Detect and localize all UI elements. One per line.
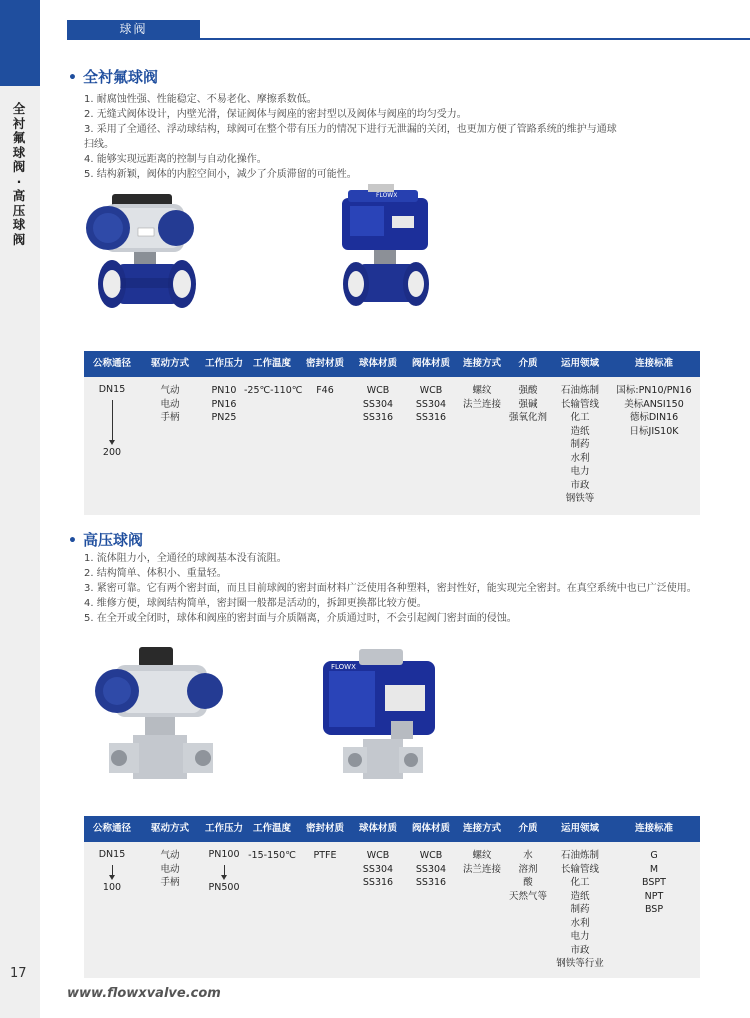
fields-cell (549, 849, 611, 971)
sidebar-vertical-title (8, 102, 30, 247)
standards-cell-line: BSPT (642, 877, 666, 888)
feature-item: 4. 维修方便，球阀结构简单，密封圈一般都是活动的，拆卸更换都比较方便。 (84, 598, 427, 609)
medium-cell-line: 酸 (523, 877, 533, 888)
temperature-cell (244, 384, 303, 398)
sidebar-title-char: 氟 (12, 130, 26, 145)
drive-cell-line: 手柄 (160, 412, 180, 423)
fields-cell-line: 市政 (570, 479, 590, 491)
connection-cell (456, 849, 508, 876)
pressure-cell-line: PN10 (211, 385, 237, 396)
dn-range-arrow-tip-icon (109, 440, 115, 445)
column-header: 密封材质 (305, 823, 344, 834)
section-title-text: 全衬氟球阀 (82, 68, 158, 86)
feature-item: 3. 紧密可靠。它有两个密封面，而且目前球阀的密封面材料广泛使用各种塑料，密封性好，能实现完全密封。在真空系统中也已广泛使用。 (84, 583, 697, 594)
column-header: 公称通径 (92, 823, 131, 834)
drive-cell (140, 384, 200, 425)
sidebar-accent-block (0, 0, 40, 86)
seal-cell (302, 384, 348, 398)
column-header: 连接方式 (462, 823, 501, 834)
spec-table-section1 (84, 351, 700, 515)
fields-cell-line: 水利 (570, 917, 590, 929)
seal-cell (302, 849, 348, 863)
bullet-icon: • (68, 533, 77, 549)
column-header: 工作温度 (252, 358, 291, 369)
sidebar-title-char: · (16, 173, 22, 189)
page-number: 17 (10, 966, 27, 981)
electric-high-pressure-ball-valve-photo (315, 645, 445, 795)
column-header: 公称通径 (92, 358, 131, 369)
dn-range-arrow-tip-icon (109, 875, 115, 880)
standards-cell (606, 384, 702, 438)
column-header: 驱动方式 (150, 823, 189, 834)
connection-cell-line: 螺纹 (472, 850, 492, 861)
ball-material-cell-line: SS316 (362, 877, 394, 888)
medium-cell-line: 强酸 (518, 385, 538, 396)
fields-cell-line: 市政 (570, 944, 590, 956)
fields-cell-line: 长输管线 (560, 398, 599, 410)
column-header: 连接标准 (634, 358, 673, 369)
medium-cell-line: 强碱 (518, 398, 538, 410)
spec-table-section2 (84, 816, 700, 978)
fields-cell-line: 制药 (570, 904, 590, 915)
standards-cell-line: M (649, 863, 659, 875)
dn-range-end: 100 (102, 882, 122, 893)
column-header: 连接方式 (462, 358, 501, 369)
feature-item: 1. 流体阻力小，全通径的球阀基本没有流阻。 (84, 553, 287, 564)
medium-cell-line: 强氧化剂 (508, 412, 547, 423)
column-header: 工作压力 (204, 823, 243, 834)
fields-cell-line: 电力 (570, 466, 590, 477)
feature-item: 1. 耐腐蚀性强、性能稳定、不易老化、摩擦系数低。 (84, 94, 317, 105)
body-material-cell-line: SS304 (415, 398, 447, 410)
column-header: 介质 (518, 358, 538, 369)
body-material-cell-line: SS316 (415, 412, 447, 423)
category-tab: 球阀 (67, 20, 200, 38)
ball-material-cell-line: SS304 (362, 863, 394, 875)
fields-cell-line: 石油炼制 (560, 385, 599, 396)
fields-cell (549, 384, 611, 506)
pressure-cell-line: PN16 (211, 398, 237, 410)
column-header: 运用领域 (560, 358, 599, 369)
feature-item: 2. 结构简单、体积小、重量轻。 (84, 568, 227, 579)
left-sidebar (0, 0, 40, 1018)
feature-item: 5. 结构新颖，阀体的内腔空间小，减少了介质滞留的可能性。 (84, 169, 357, 180)
column-header: 运用领域 (560, 823, 599, 834)
spec-table-header (84, 816, 700, 842)
ball-material-cell-line: SS304 (362, 398, 394, 410)
column-header: 驱动方式 (150, 358, 189, 369)
sidebar-title-char: 阀 (12, 231, 26, 247)
header-divider (67, 38, 750, 40)
feature-item: 3. 采用了全通径、浮动球结构，球阀可在整个带有压力的情况下进行无泄漏的关闭，也更加方便了管路系统的维护与通球 (84, 124, 617, 135)
dn-range-end: 200 (102, 447, 122, 458)
fields-cell-line: 造纸 (570, 425, 590, 437)
pneumatic-ptfe-ball-valve-photo (82, 184, 202, 324)
drive-cell-line: 气动 (160, 385, 180, 396)
fields-cell-line: 电力 (570, 931, 590, 942)
dn-range-start: DN15 (98, 849, 126, 860)
column-header: 工作压力 (204, 358, 243, 369)
column-header: 球体材质 (358, 358, 397, 369)
drive-cell-line: 手柄 (160, 877, 180, 888)
flowx-logo-text: FLOWX (331, 663, 356, 671)
standards-cell-line: BSP (644, 904, 664, 915)
sidebar-title-char: 压 (12, 202, 26, 218)
body-material-cell-line: WCB (419, 385, 443, 396)
connection-cell-line: 法兰连接 (462, 398, 501, 410)
standards-cell (606, 849, 702, 917)
medium-cell-line: 溶剂 (518, 863, 538, 875)
fields-cell-line: 石油炼制 (560, 850, 599, 861)
footer-website: www.flowxvalve.com (67, 986, 221, 1001)
sidebar-title-char: 球 (12, 217, 26, 232)
standards-cell-line: G (650, 850, 658, 861)
spec-table-header (84, 351, 700, 377)
medium-cell (504, 849, 552, 903)
seal-cell-line: PTFE (313, 850, 337, 861)
column-header: 连接标准 (634, 823, 673, 834)
pressure-cell-line: PN25 (211, 412, 237, 423)
ball-material-cell-line: WCB (366, 850, 390, 861)
section-title-text: 高压球阀 (82, 531, 143, 549)
fields-cell-line: 长输管线 (560, 863, 599, 875)
feature-item: 4. 能够实现远距离的控制与自动化操作。 (84, 154, 267, 165)
sidebar-title-char: 阀 (12, 159, 26, 174)
standards-cell-line: 德标DIN16 (629, 412, 679, 423)
body-material-cell-line: SS304 (415, 863, 447, 875)
fields-cell-line: 化工 (570, 412, 590, 423)
fields-cell-line: 钢铁等 (565, 493, 595, 504)
fields-cell-line: 水利 (570, 452, 590, 464)
column-header: 介质 (518, 823, 538, 834)
body-material-cell-line: SS316 (415, 877, 447, 888)
sidebar-title-char: 球 (12, 144, 26, 160)
column-header: 密封材质 (305, 358, 344, 369)
ball-material-cell-line: SS316 (362, 412, 394, 423)
seal-cell-line: F46 (316, 385, 334, 396)
body-material-cell-line: WCB (419, 850, 443, 861)
temperature-cell-line: -15-150℃ (248, 850, 296, 861)
feature-list-section2 (84, 551, 714, 626)
body-material-cell (405, 849, 457, 890)
pressure-cell (197, 384, 251, 425)
fields-cell-line: 钢铁等行业 (556, 958, 604, 969)
standards-cell-line: 国标:PN10/PN16 (616, 385, 692, 396)
feature-item: 扫线。 (84, 139, 114, 150)
feature-item: 5. 在全开或全闭时，球体和阀座的密封面与介质隔离，介质通过时，不会引起阀门密封面的侵蚀。 (84, 613, 517, 624)
fields-cell-line: 造纸 (570, 890, 590, 902)
temperature-cell (244, 849, 300, 863)
temperature-cell-line: -25℃-110℃ (244, 385, 303, 396)
connection-cell-line: 螺纹 (472, 385, 492, 396)
feature-item: 2. 无缝式阀体设计，内壁光滑，保证阀体与阀座的密封型以及阀体与阀座的均匀受力。 (84, 109, 467, 120)
section-title-high-pressure-ball-valve (68, 529, 143, 550)
sidebar-title-char: 全 (12, 101, 26, 116)
column-header: 阀体材质 (411, 358, 450, 369)
standards-cell-line: 日标JIS10K (629, 425, 679, 437)
medium-cell-line: 天然气等 (508, 890, 547, 902)
standards-cell-line: NPT (644, 890, 664, 902)
pressure-range-start: PN100 (208, 849, 240, 860)
ball-material-cell (352, 384, 404, 425)
pressure-range-arrow-icon (224, 865, 225, 875)
pressure-range-arrow-tip-icon (221, 875, 227, 880)
pressure-range-end: PN500 (208, 882, 240, 893)
column-header: 工作温度 (252, 823, 291, 834)
dn-range-arrow-icon (112, 865, 113, 875)
drive-cell-line: 电动 (160, 398, 180, 410)
pneumatic-high-pressure-ball-valve-photo (95, 643, 225, 803)
medium-cell-line: 水 (523, 850, 533, 861)
fields-cell-line: 制药 (570, 439, 590, 450)
column-header: 球体材质 (358, 823, 397, 834)
medium-cell (504, 384, 552, 425)
ball-material-cell (352, 849, 404, 890)
ball-material-cell-line: WCB (366, 385, 390, 396)
column-header: 阀体材质 (411, 823, 450, 834)
drive-cell-line: 电动 (160, 863, 180, 875)
electric-ptfe-ball-valve-photo (330, 180, 440, 320)
connection-cell-line: 法兰连接 (462, 863, 501, 875)
drive-cell (140, 849, 200, 890)
standards-cell-line: 美标ANSI150 (624, 398, 684, 410)
body-material-cell (405, 384, 457, 425)
dn-range-arrow-icon (112, 400, 113, 440)
flowx-logo-text: FLOWX (376, 192, 398, 199)
section-title-ptfe-ball-valve (68, 66, 158, 87)
feature-list-section1 (84, 92, 714, 182)
dn-range-start: DN15 (98, 384, 126, 395)
drive-cell-line: 气动 (160, 850, 180, 861)
sidebar-title-char: 衬 (12, 115, 26, 131)
connection-cell (456, 384, 508, 411)
bullet-icon: • (68, 70, 77, 86)
sidebar-title-char: 高 (12, 188, 26, 203)
fields-cell-line: 化工 (570, 877, 590, 888)
